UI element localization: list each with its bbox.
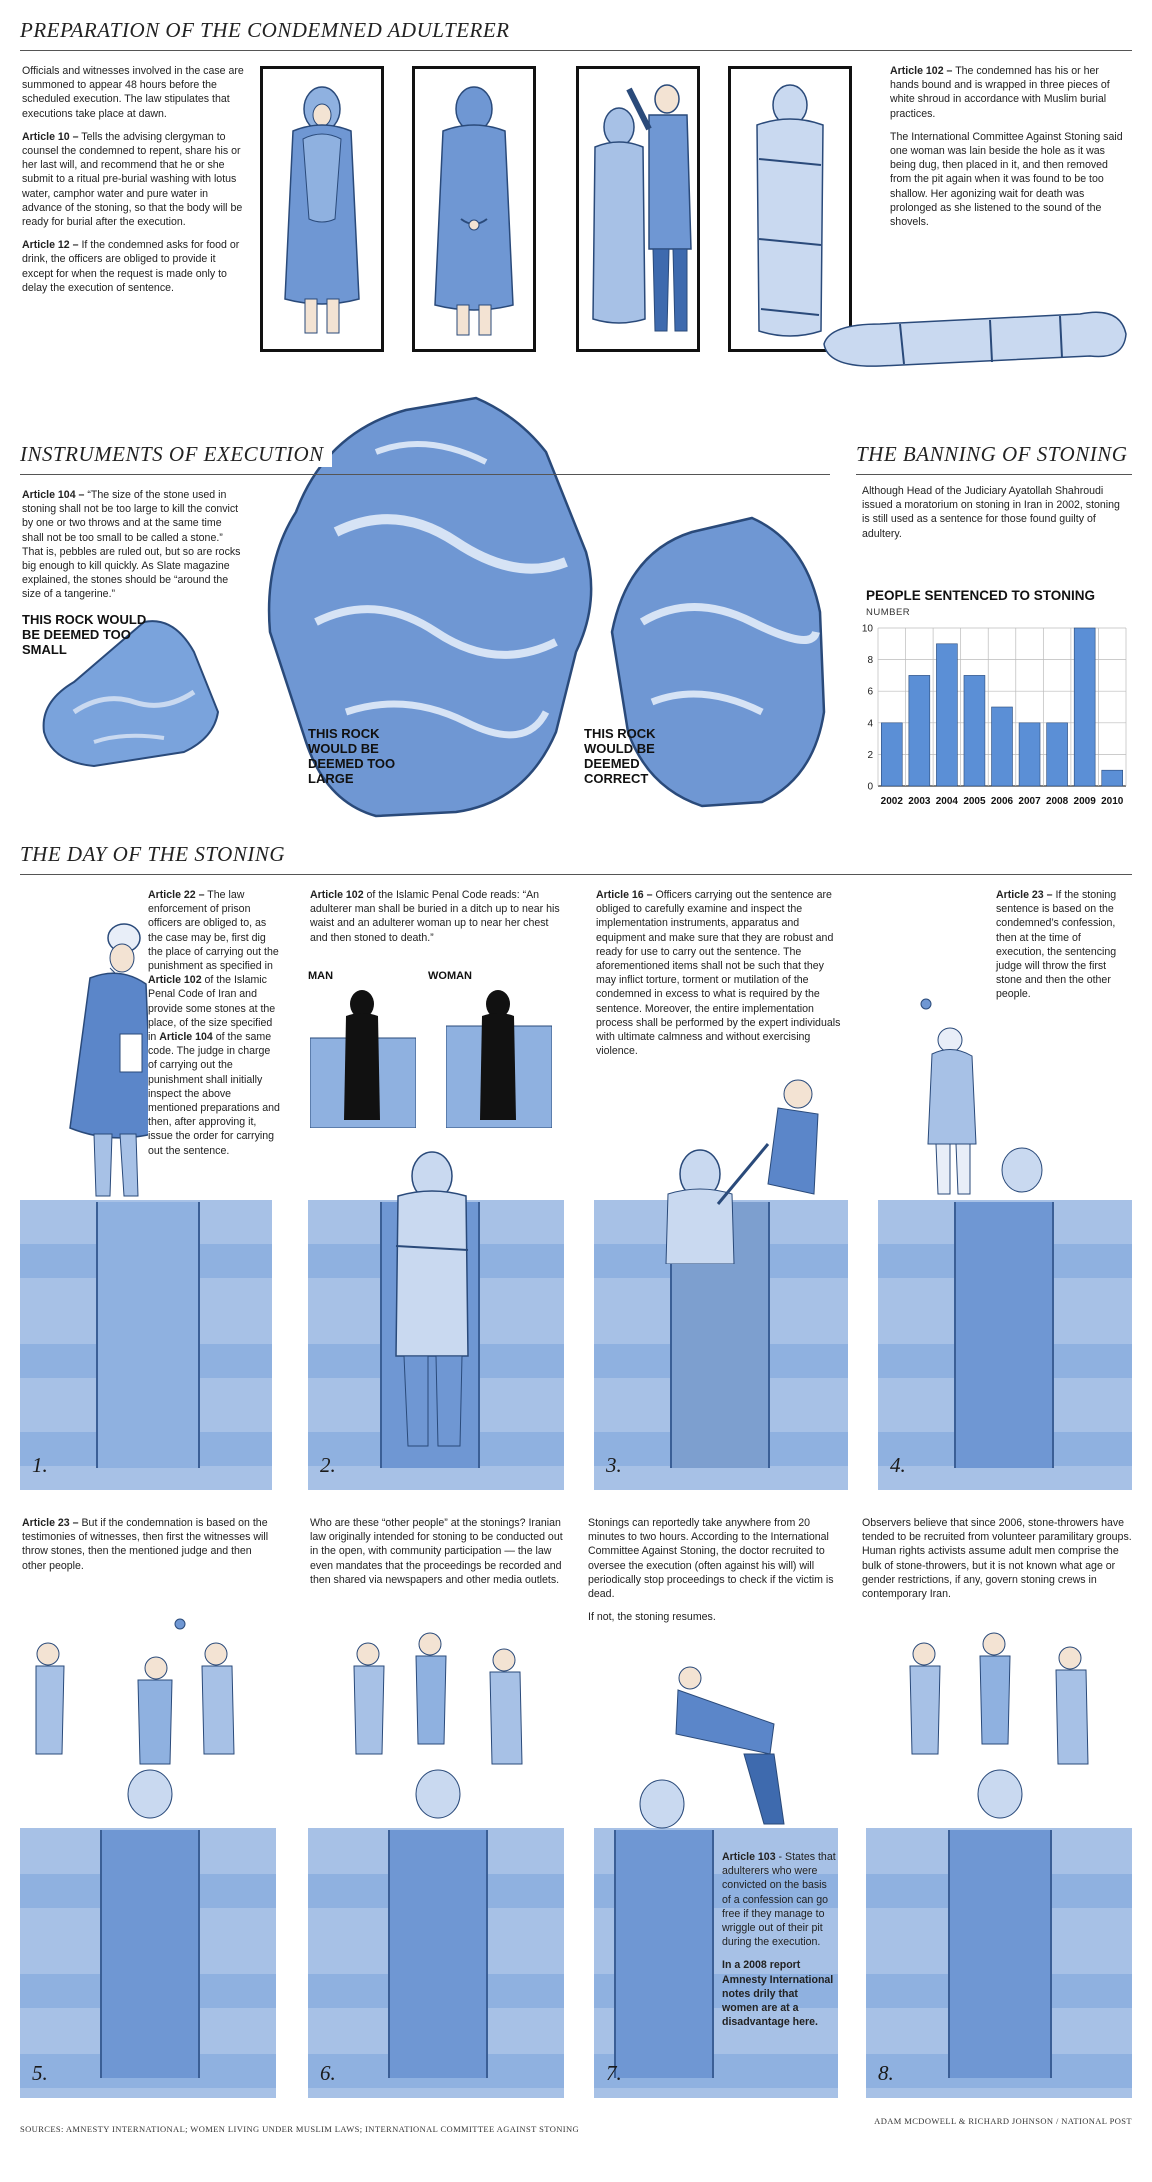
stoning-bar-chart — [854, 620, 1134, 812]
panel-number: 3. — [606, 1453, 622, 1477]
panel-number: 4. — [890, 1453, 906, 1477]
figure-box-robed-back — [412, 66, 536, 352]
stoning-panel-6 — [308, 1614, 564, 2098]
figure-box-wrapping — [576, 66, 700, 352]
inset-man-depth — [310, 986, 416, 1128]
chart-y-tick-label: 0 — [867, 781, 873, 793]
article-103-paragraph: Article 103 - States that adulterers who were convicted on the basis of a confession can go free if they manage to wriggle out of their pit during the execution. — [722, 1851, 836, 1949]
section-rule — [856, 474, 1132, 475]
section-title-banning: THE BANNING OF STONING — [856, 442, 1135, 467]
chart-x-tick-label: 2009 — [1073, 796, 1096, 807]
article-16-text: Article 16 – Officers carrying out the sentence are obliged to carefully examine and inspect the implementation instruments, apparatus and equipment and make sure that they are robust and ready for use to carry out the sentence. The aforementioned items shall not be such that they may inflict torture, torment or mutilation of the condemned in excess to what is required by the sentence. Moreover, the entire implementation process shall be performed by the expert individuals with ultimate calmness and without exercising violence. — [596, 888, 846, 1067]
rock-label-large: THIS ROCK WOULD BE DEEMED TOO LARGE — [308, 726, 396, 786]
observers-text: Observers believe that since 2006, stone-throwers have tended to be recruited from volunteer paramilitary groups. Human rights activists assume adult men comprise the bulk of stone-throwers, but it is not known what age or gender restrictions, if any, govern stoning crews in contemporary Iran. — [862, 1517, 1132, 1601]
chart-x-tick-label: 2002 — [880, 796, 903, 807]
prep-text-left — [22, 64, 247, 304]
chart-y-tick-label: 4 — [867, 718, 873, 730]
prep-article-102: Article 102 – The condemned has his or her hands bound and is wrapped in three pieces of white shroud in accordance with Muslim burial practices. — [890, 65, 1110, 120]
other-people-text: Who are these “other people” at the stonings? Iranian law originally intended for stoning to be conducted out in the open, with community participation — the law even mandates that the proceedings be recorded and then shared via newspapers and other media outlets. — [310, 1517, 563, 1586]
prep-article-12: Article 12 – If the condemned asks for food or drink, the officers are obliged to provide it except for when the request is made only to delay the execution of sentence. — [22, 239, 240, 294]
chart-bar-2009 — [1074, 628, 1095, 786]
chart-x-tick-label: 2005 — [963, 796, 986, 807]
prep-article-10: Article 10 – Tells the advising clergyman to counsel the condemned to repent, share his or her last will, and recommend that he or she submit to a ritual pre-burial washing with lotus water, camphor water and pure water in advance of the stoning, so that the body will be ready for burial after the execution. — [22, 130, 243, 229]
chart-bar-2003 — [909, 675, 930, 786]
chart-y-tick-label: 10 — [861, 623, 873, 635]
prep-text-right — [890, 64, 1130, 238]
chart-bar-2004 — [936, 644, 957, 786]
chart-y-tick-label: 6 — [867, 686, 873, 698]
panel-number: 5. — [32, 2061, 48, 2085]
duration-paragraph: Stonings can reportedly take anywhere from 20 minutes to two hours. According to the International Committee Against Stoning, the doctor recruited to oversee the execution (often against his will) will periodically stop proceedings to check if the victim is dead. — [588, 1517, 834, 1601]
rock-label-small: THIS ROCK WOULD BE DEEMED TOO SMALL — [22, 612, 147, 657]
chart-y-tick-label: 2 — [867, 749, 873, 761]
stoning-panel-5 — [20, 1614, 276, 2098]
chart-bar-2007 — [1019, 723, 1040, 786]
panel-number: 8. — [878, 2061, 894, 2085]
lying-shrouded-figure — [820, 284, 1132, 374]
chart-bar-2006 — [992, 707, 1013, 786]
panel-number: 6. — [320, 2061, 336, 2085]
chart-y-tick-label: 8 — [867, 655, 873, 667]
chart-bar-2008 — [1047, 723, 1068, 786]
prep-icas-text: The International Committee Against Stoning said one woman was lain beside the hole as it was being dug, then placed in it, and then removed from the pit again when it was found to be too shallow. Her agonizing wait for death was prolonged as she listened to the sound of the shovels. — [890, 130, 1123, 229]
chart-x-tick-label: 2004 — [935, 796, 959, 807]
panel-number: 2. — [320, 1453, 336, 1477]
section-title-day: THE DAY OF THE STONING — [20, 842, 293, 867]
chart-x-tick-label: 2008 — [1045, 796, 1069, 807]
label-woman: WOMAN — [428, 970, 472, 982]
inset-woman-depth — [446, 986, 552, 1128]
section-rule — [20, 474, 830, 475]
author-credit: ADAM MCDOWELL & RICHARD JOHNSON / NATIONAL POST — [874, 2116, 1132, 2126]
resumes-paragraph: If not, the stoning resumes. — [588, 1611, 716, 1624]
article-22-text: Article 22 – The law enforcement of prison officers are obliged to, as the case may be, first dig the place of carrying out the punishment as specified in Article 102 of the Islamic Penal Code of Iran and provide some stones at the place, of the size specified in Article 104 of the same code. The judge in charge of carrying out the punishment shall initially inspect the above mentioned preparations and then, after approving it, issue the order for carrying out the sentence. — [148, 888, 280, 1167]
chart-x-tick-label: 2007 — [1018, 796, 1041, 807]
banning-text: Although Head of the Judiciary Ayatollah Shahroudi issued a moratorium on stoning in Iran in 2002, stoning is still used as a sentence for those found guilty of adultery. — [862, 485, 1120, 540]
article-103-text — [722, 1850, 836, 2038]
chart-axis-label: NUMBER — [866, 607, 911, 618]
chart-x-tick-label: 2003 — [908, 796, 931, 807]
section-rule — [20, 50, 1132, 51]
sources-credit: SOURCES: AMNESTY INTERNATIONAL; WOMEN LIVING UNDER MUSLIM LAWS; INTERNATIONAL COMMITTEE AGAINST STONING — [20, 2124, 580, 2134]
chart-bar-2005 — [964, 675, 985, 786]
prep-summons-text: Officials and witnesses involved in the case are summoned to appear 48 hours before the scheduled execution. The law stipulates that executions take place at dawn. — [22, 65, 244, 120]
amnesty-paragraph: In a 2008 report Amnesty International notes drily that women are at a disadvantage here. — [722, 1959, 834, 2029]
chart-bar-2002 — [881, 723, 902, 786]
chart-x-tick-label: 2006 — [990, 796, 1014, 807]
chart-bar-2010 — [1102, 770, 1123, 786]
panel-number: 1. — [32, 1453, 48, 1477]
figure-box-robed-front — [260, 66, 384, 352]
panel-number: 7. — [606, 2061, 622, 2085]
article-23-witness-text: Article 23 – But if the condemnation is based on the testimonies of witnesses, then first the witnesses will throw stones, then the mentioned judge and then other people. — [22, 1517, 269, 1572]
label-man: MAN — [308, 970, 334, 982]
section-rule — [20, 874, 1132, 875]
duration-text — [588, 1516, 844, 1633]
chart-title: PEOPLE SENTENCED TO STONING — [866, 588, 1096, 603]
stoning-panel-8 — [866, 1614, 1132, 2098]
section-title-preparation: PREPARATION OF THE CONDEMNED ADULTERER — [20, 18, 518, 43]
chart-x-tick-label: 2010 — [1101, 796, 1124, 807]
article-102-burial-text: Article 102 of the Islamic Penal Code reads: “An adulterer man shall be buried in a ditch up to near his waist and an adulterer woman up to near her chest and then stoned to death.” — [310, 888, 564, 954]
rock-label-correct: THIS ROCK WOULD BE DEEMED CORRECT — [584, 726, 656, 786]
section-title-instruments: INSTRUMENTS OF EXECUTION — [20, 442, 332, 467]
article-23-text: Article 23 – If the stoning sentence is based on the condemned’s confession, then at the time of execution, the sentencing judge will throw the first stone and then the other people. — [996, 888, 1132, 1011]
article-104-text: Article 104 – “The size of the stone used in stoning shall not be too large to kill the convict by one or two throws and at the same time shall not be too small to be called a stone.” That is, pebbles are ruled out, but so are rocks big enough to kill quickly. As Slate magazine explained, the stones should be “around the size of a tangerine.” — [22, 489, 241, 601]
